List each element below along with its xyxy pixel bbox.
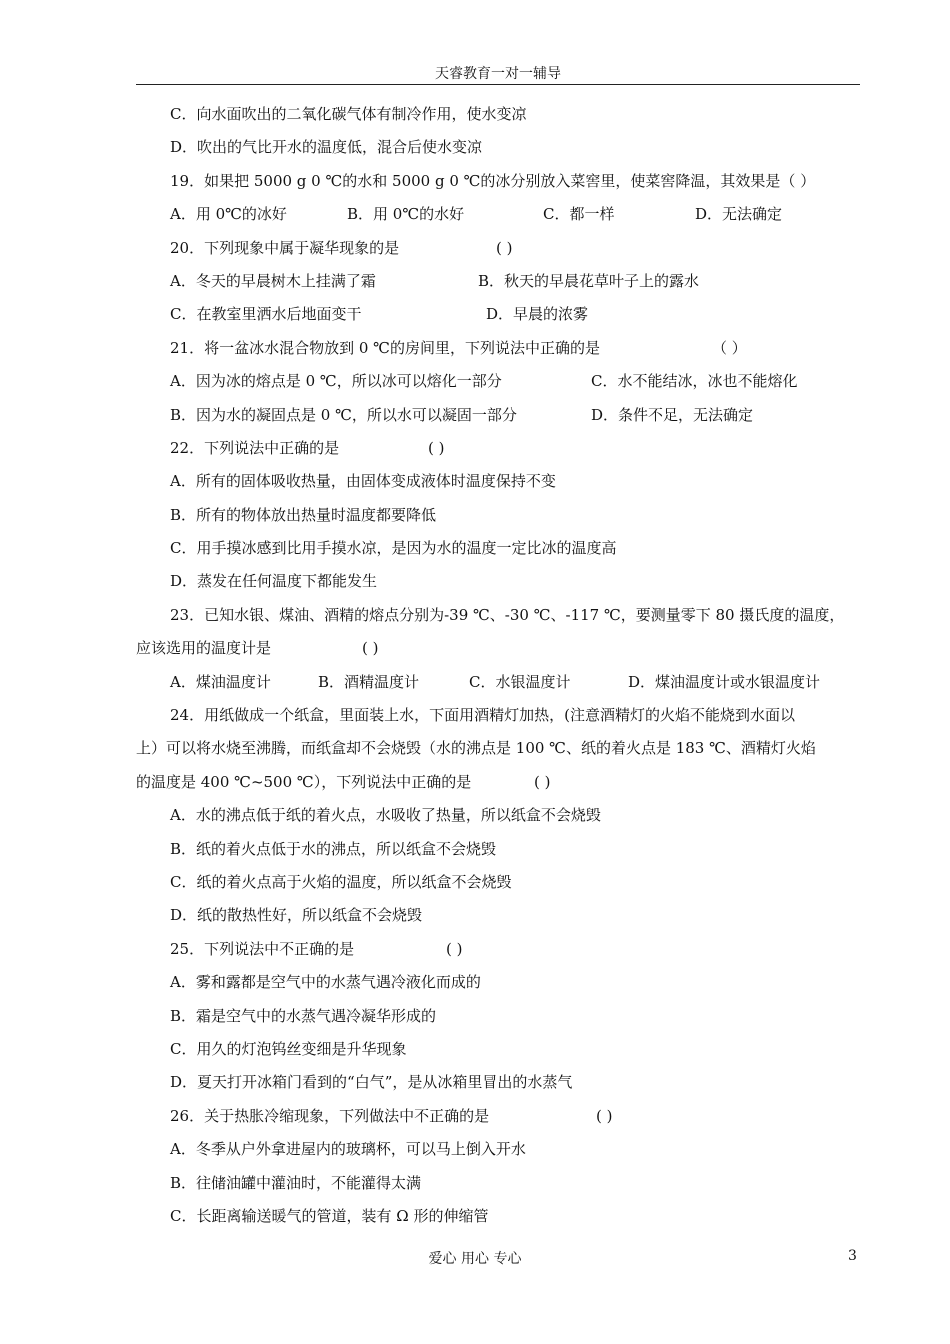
q26-answer-blank: ( ) xyxy=(596,1106,613,1125)
q25-option-a: A．雾和露都是空气中的水蒸气遇冷液化而成的 xyxy=(170,973,481,992)
q21-stem-line xyxy=(136,332,860,365)
q18-option-c: C．向水面吹出的二氧化碳气体有制冷作用，使水变凉 xyxy=(170,105,527,123)
q23-stem-line1: 23．已知水银、煤油、酒精的熔点分别为-39 ℃、-30 ℃、-117 ℃，要测量零下 80 摄氏度的温度， xyxy=(170,605,845,624)
q20-answer-blank: ( ) xyxy=(496,238,513,257)
q20-options-cd xyxy=(136,298,860,331)
q23-answer-blank: ( ) xyxy=(362,639,379,658)
q21-option-d: D．条件不足，无法确定 xyxy=(591,405,754,424)
q19-options xyxy=(136,198,860,231)
q21-stem: 21．将一盆冰水混合物放到 0 ℃的房间里，下列说法中正确的是 xyxy=(170,338,600,357)
q24-option-a: A．水的沸点低于纸的着火点，水吸收了热量，所以纸盒不会烧毁 xyxy=(170,806,601,825)
page-header: 天睿教育一对一辅导 xyxy=(136,64,860,85)
q24-option-b: B．纸的着火点低于水的沸点，所以纸盒不会烧毁 xyxy=(170,839,497,858)
q24-stem3: 的温度是 400 ℃~500 ℃），下列说法中正确的是 xyxy=(136,772,472,791)
q21-answer-blank: （ ） xyxy=(712,338,747,357)
q24-stem-line2: 上）可以将水烧至沸腾，而纸盒却不会烧毁（水的沸点是 100 ℃、纸的着火点是 183 ℃、酒精灯火焰 xyxy=(136,739,816,758)
q20-option-b: B．秋天的早晨花草叶子上的露水 xyxy=(478,271,700,290)
q19-option-d: D．无法确定 xyxy=(695,205,783,224)
q22-option-d: D．蒸发在任何温度下都能发生 xyxy=(170,572,378,591)
q21-option-b: B．因为水的凝固点是 0 ℃，所以水可以凝固一部分 xyxy=(170,405,517,424)
q25-option-b: B．霜是空气中的水蒸气遇冷凝华形成的 xyxy=(170,1006,437,1025)
q23-option-b: B．酒精温度计 xyxy=(318,672,420,691)
q26-option-c: C．长距离输送暖气的管道，装有 Ω 形的伸缩管 xyxy=(170,1206,489,1225)
q25-option-d: D．夏天打开冰箱门看到的“白气”，是从冰箱里冒出的水蒸气 xyxy=(170,1073,573,1092)
q21-option-a: A．因为冰的熔点是 0 ℃，所以冰可以熔化一部分 xyxy=(170,372,502,391)
q24-stem-line3 xyxy=(136,766,860,799)
q25-stem: 25．下列说法中不正确的是 xyxy=(170,939,355,958)
q26-option-a: A．冬季从户外拿进屋内的玻璃杯，可以马上倒入开水 xyxy=(170,1140,526,1159)
q25-stem-line xyxy=(136,933,860,966)
q21-options-ac xyxy=(136,365,860,398)
q22-option-c: C．用手摸冰感到比用手摸水凉，是因为水的温度一定比冰的温度高 xyxy=(170,539,617,558)
q26-option-b: B．往储油罐中灌油时，不能灌得太满 xyxy=(170,1173,422,1192)
q22-answer-blank: ( ) xyxy=(428,438,445,457)
q23-option-c: C．水银温度计 xyxy=(469,672,571,691)
q20-options-ab xyxy=(136,265,860,298)
q24-stem-line1: 24．用纸做成一个纸盒，里面装上水，下面用酒精灯加热，(注意酒精灯的火焰不能烧到水面以 xyxy=(170,706,795,725)
q25-option-c: C．用久的灯泡钨丝变细是升华现象 xyxy=(170,1039,407,1058)
q21-option-c: C．水不能结冰，冰也不能熔化 xyxy=(591,372,798,391)
q20-stem: 20．下列现象中属于凝华现象的是 xyxy=(170,238,400,257)
q25-answer-blank: ( ) xyxy=(446,939,463,958)
q23-stem-line2 xyxy=(136,632,860,665)
q22-stem-line xyxy=(136,432,860,465)
q24-answer-blank: ( ) xyxy=(534,772,551,791)
q22-option-a: A．所有的固体吸收热量，由固体变成液体时温度保持不变 xyxy=(170,472,556,491)
q23-option-a: A．煤油温度计 xyxy=(170,672,271,691)
q26-stem-line xyxy=(136,1100,860,1133)
q21-options-bd xyxy=(136,399,860,432)
q23-option-d: D．煤油温度计或水银温度计 xyxy=(628,672,821,691)
q19-option-b: B．用 0℃的水好 xyxy=(347,205,465,224)
q23-stem2: 应该选用的温度计是 xyxy=(136,639,272,658)
q19-stem: 19．如果把 5000 g 0 ℃的水和 5000 g 0 ℃的冰分别放入菜窖里，使菜窖降温，其效果是（ ） xyxy=(170,171,816,190)
q22-stem: 22．下列说法中正确的是 xyxy=(170,438,340,457)
q18-option-d: D．吹出的气比开水的温度低，混合后使水变凉 xyxy=(170,138,483,157)
q20-option-c: C．在教室里洒水后地面变干 xyxy=(170,305,362,324)
q26-stem: 26．关于热胀冷缩现象，下列做法中不正确的是 xyxy=(170,1106,490,1125)
q23-options xyxy=(136,666,860,699)
q20-stem-line xyxy=(136,232,860,265)
q19-option-a: A．用 0℃的冰好 xyxy=(170,205,287,224)
page-number: 3 xyxy=(848,1248,857,1264)
q24-option-c: C．纸的着火点高于火焰的温度，所以纸盒不会烧毁 xyxy=(170,872,512,891)
page-footer: 爱心 用心 专心 xyxy=(428,1251,522,1267)
q20-option-d: D．早晨的浓雾 xyxy=(486,305,589,324)
q22-option-b: B．所有的物体放出热量时温度都要降低 xyxy=(170,505,437,524)
q20-option-a: A．冬天的早晨树木上挂满了霜 xyxy=(170,271,376,290)
q19-option-c: C．都一样 xyxy=(543,205,615,224)
question-content xyxy=(136,98,860,1233)
q24-option-d: D．纸的散热性好，所以纸盒不会烧毁 xyxy=(170,906,423,925)
